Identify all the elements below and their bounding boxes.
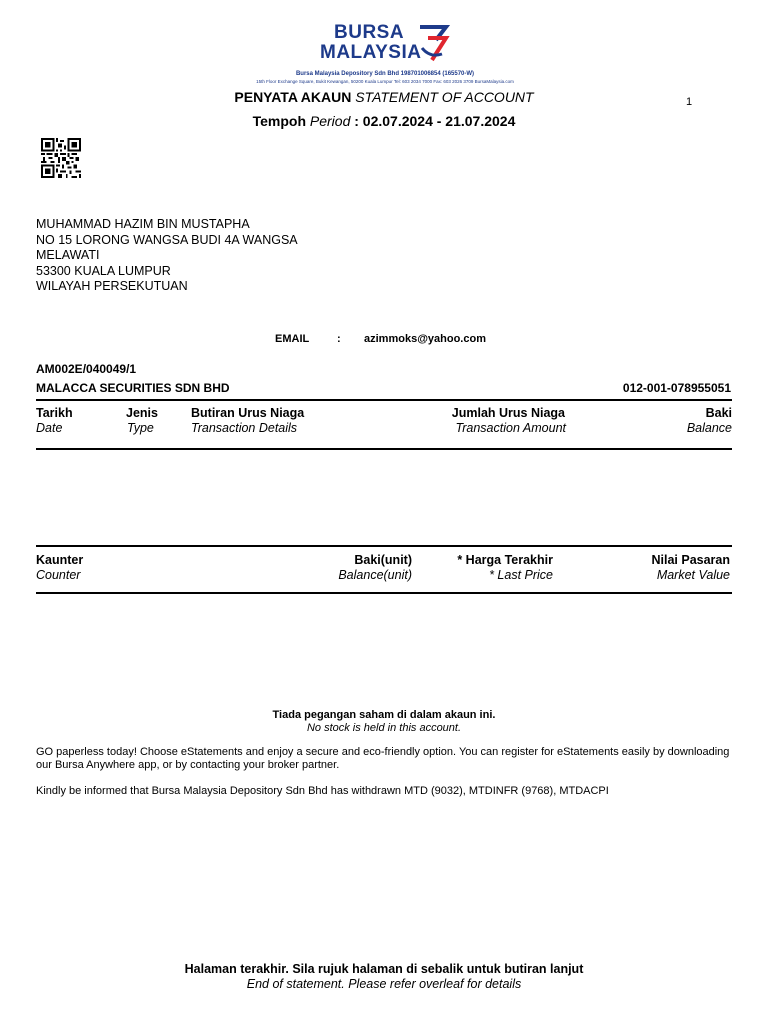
table-divider bbox=[36, 545, 732, 547]
address-line: WILAYAH PERSEKUTUAN bbox=[36, 279, 188, 293]
col-last-price-malay: * Harga Terakhir bbox=[457, 553, 553, 567]
logo-mark-icon bbox=[416, 24, 452, 64]
col-balance-english: Balance bbox=[686, 421, 732, 435]
table-divider bbox=[36, 592, 732, 594]
table-divider bbox=[36, 448, 732, 450]
broker-account-number: 012-001-078955051 bbox=[622, 381, 731, 395]
paperless-message: GO paperless today! Choose eStatements and enjoy a secure and eco-friendly option. You can register for eStatements easily by downloading our Bursa Anywhere app, or by contacting your broker partner. bbox=[36, 746, 730, 771]
col-type-malay: Jenis bbox=[126, 406, 158, 420]
company-name: Bursa Malaysia Depository Sdn Bhd 198701006854 (165570-W) bbox=[295, 71, 475, 77]
col-date-english: Date bbox=[36, 421, 63, 435]
page-number: 1 bbox=[686, 96, 693, 108]
col-details-english: Transaction Details bbox=[191, 421, 298, 435]
account-number: AM002E/040049/1 bbox=[36, 362, 137, 376]
col-market-value-english: Market Value bbox=[656, 568, 730, 582]
title-malay: PENYATA AKAUN bbox=[234, 89, 352, 105]
col-counter-english: Counter bbox=[36, 568, 81, 582]
withdrawal-notice: Kindly be informed that Bursa Malaysia Depository Sdn Bhd has withdrawn MTD (9032), MTDINFR (9768), MTDACPI bbox=[36, 785, 609, 797]
footer-english: End of statement. Please refer overleaf for details bbox=[246, 977, 522, 991]
email-label: EMAIL bbox=[275, 333, 310, 345]
broker-name: MALACCA SECURITIES SDN BHD bbox=[36, 381, 230, 395]
col-amount-malay: Jumlah Urus Niaga bbox=[451, 406, 565, 420]
col-balance-unit-english: Balance(unit) bbox=[338, 568, 412, 582]
no-stock-notice-malay: Tiada pegangan saham di dalam akaun ini. bbox=[272, 709, 496, 721]
company-address: 15th Floor Exchange Square, Bukit Kewangan, 50200 Kuala Lumpur Tel: 603 2034 7000 Fax: 603 2026 3709 BursaMalaysia.com bbox=[256, 79, 514, 84]
period-english: Period bbox=[309, 113, 351, 129]
bursa-malaysia-logo bbox=[320, 22, 455, 68]
statement-period bbox=[0, 113, 768, 129]
col-details-malay: Butiran Urus Niaga bbox=[191, 406, 305, 420]
address-line: MUHAMMAD HAZIM BIN MUSTAPHA bbox=[36, 217, 250, 231]
col-balance-unit-malay: Baki(unit) bbox=[354, 553, 412, 567]
address-line: 53300 KUALA LUMPUR bbox=[36, 263, 171, 278]
no-stock-notice-english: No stock is held in this account. bbox=[306, 722, 462, 734]
col-last-price-english: * Last Price bbox=[489, 568, 553, 582]
col-amount-english: Transaction Amount bbox=[455, 421, 566, 435]
footer-malay: Halaman terakhir. Sila rujuk halaman di sebalik untuk butiran lanjut bbox=[184, 962, 584, 976]
col-type-english: Type bbox=[127, 421, 154, 435]
period-malay: Tempoh bbox=[252, 113, 306, 129]
recipient-address bbox=[36, 217, 298, 295]
table-divider bbox=[36, 399, 732, 401]
period-value: : 02.07.2024 - 21.07.2024 bbox=[354, 113, 516, 129]
address-line: MELAWATI bbox=[36, 248, 100, 262]
statement-title bbox=[0, 89, 768, 105]
qr-code-icon bbox=[41, 138, 81, 178]
col-market-value-malay: Nilai Pasaran bbox=[651, 553, 730, 567]
col-counter-malay: Kaunter bbox=[36, 553, 84, 567]
email-colon: : bbox=[337, 333, 341, 345]
col-balance-malay: Baki bbox=[705, 406, 732, 420]
col-date-malay: Tarikh bbox=[36, 406, 73, 420]
title-english: STATEMENT OF ACCOUNT bbox=[355, 89, 534, 105]
logo-text-line1: BURSA bbox=[334, 22, 405, 43]
address-line: NO 15 LORONG WANGSA BUDI 4A WANGSA bbox=[36, 232, 298, 247]
logo-text-line2: MALAYSIA bbox=[320, 42, 422, 63]
email-value: azimmoks@yahoo.com bbox=[364, 333, 486, 345]
